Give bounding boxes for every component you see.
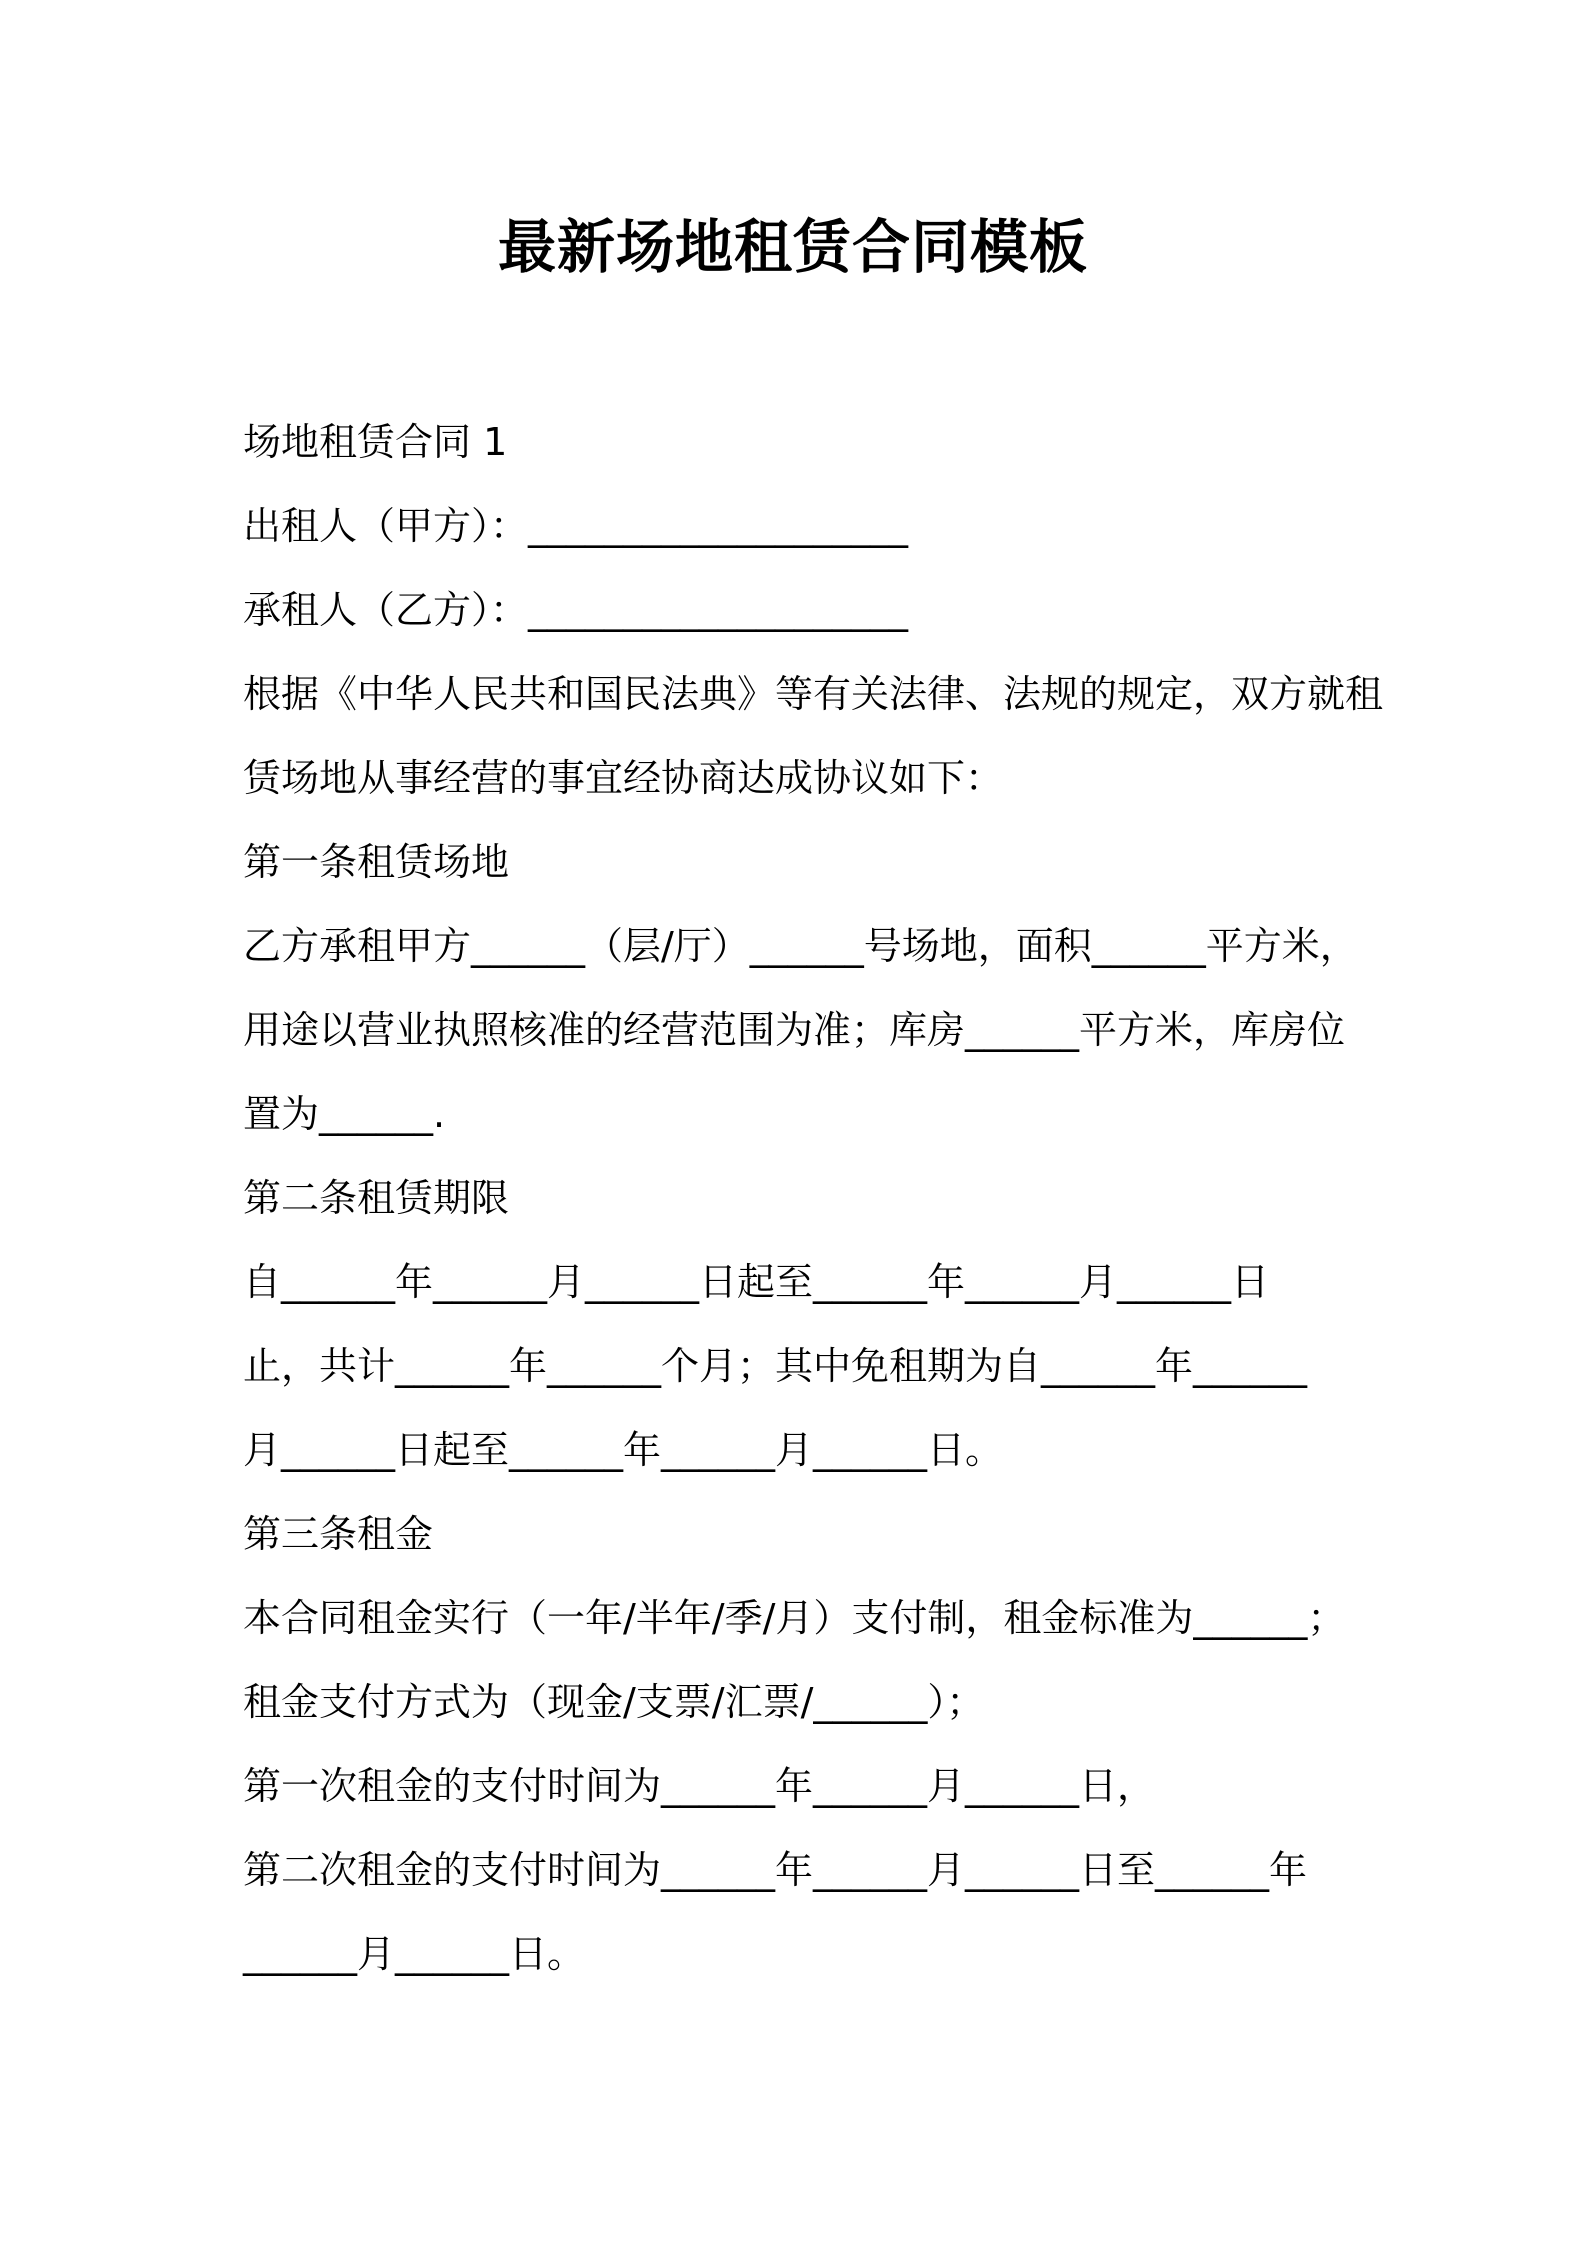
paragraph-line: 租金支付方式为（现金/支票/汇票/______）； (243, 1680, 985, 1724)
article-heading: 第三条租金 (243, 1512, 434, 1556)
lessee-line: 承租人（乙方）：____________________ (243, 588, 909, 632)
contract-body (243, 400, 1384, 1996)
paragraph-line: 用途以营业执照核准的经营范围为准；库房______平方米，库房位 (243, 1008, 1346, 1052)
paragraph-line: 止，共计______年______个月；其中免租期为自______年______ (243, 1344, 1308, 1388)
paragraph-line: 自______年______月______日起至______年______月______日 (243, 1260, 1270, 1304)
paragraph-line: 置为______. (243, 1092, 446, 1136)
paragraph-line: 根据《中华人民共和国民法典》等有关法律、法规的规定，双方就租 (243, 672, 1384, 716)
document-title: 最新场地租赁合同模板 (497, 213, 1088, 281)
section-heading: 场地租赁合同 1 (243, 420, 508, 464)
article-heading: 第一条租赁场地 (243, 840, 510, 884)
paragraph-line: 本合同租金实行（一年/半年/季/月）支付制，租金标准为______； (243, 1596, 1346, 1640)
paragraph-line: 第一次租金的支付时间为______年______月______日， (243, 1764, 1156, 1808)
paragraph-line: 月______日起至______年______月______日。 (243, 1428, 1004, 1472)
lessor-line: 出租人（甲方）：____________________ (243, 504, 909, 548)
paragraph-line: 赁场地从事经营的事宜经协商达成协议如下： (243, 756, 1004, 800)
paragraph-line: 乙方承租甲方______（层/厅）______号场地，面积______平方米， (243, 924, 1358, 968)
paragraph-line: 第二次租金的支付时间为______年______月______日至______年 (243, 1848, 1308, 1892)
article-heading: 第二条租赁期限 (243, 1176, 510, 1220)
paragraph-line: ______月______日。 (243, 1932, 586, 1976)
